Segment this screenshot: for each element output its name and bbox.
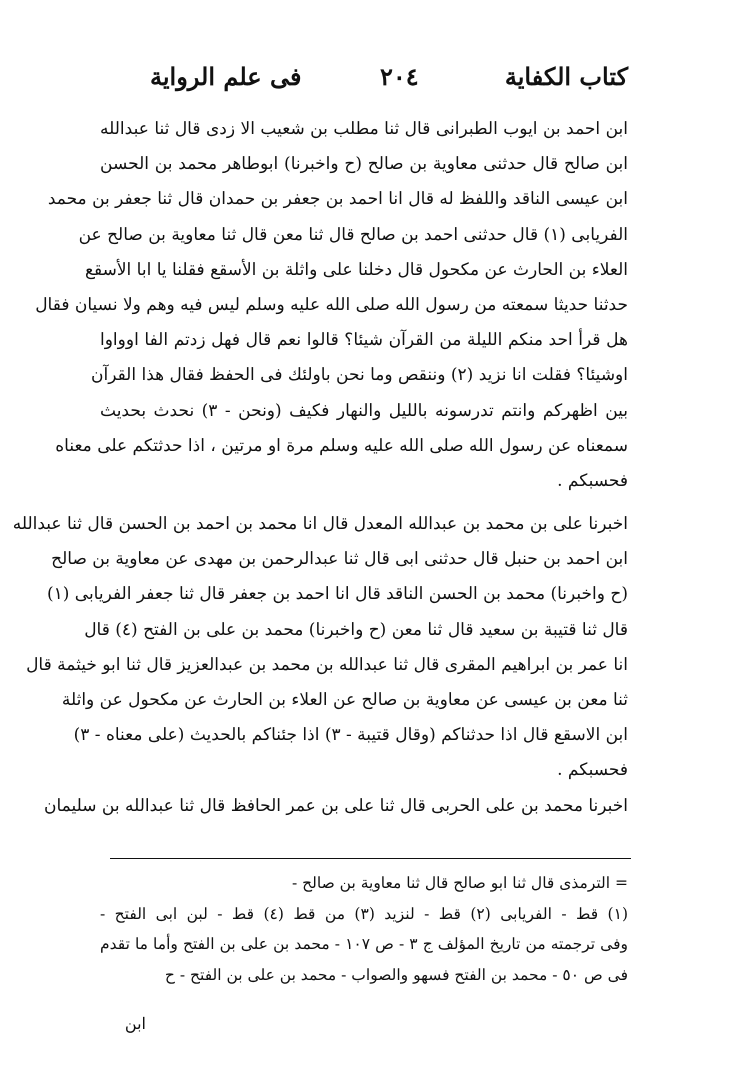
text-line: ثنا معن بن عيسى عن معاوية بن صالح عن العلاء بن الحارث عن مكحول عن واثلة	[61, 690, 628, 710]
text-line: الفريابى (١) قال حدثنى احمد بن صالح قال ثنا معن قال ثنا معاوية بن صالح عن	[78, 224, 628, 245]
text-line: اخبرنا على بن محمد بن عبدالله المعدل قال انا محمد بن احمد بن الحسن قال ثنا عبدالله	[12, 514, 628, 535]
running-header	[150, 62, 628, 102]
text-line: سمعناه عن رسول الله صلى الله عليه وسلم مرة او مرتين ، اذا حدثتكم على معناه	[55, 435, 628, 456]
footnote-divider	[110, 858, 631, 859]
page-number: ٢٠٤	[380, 62, 419, 91]
footnote-line: = الترمذى قال ثنا ابو صالح قال ثنا معاوية بن صالح -	[291, 874, 628, 892]
text-line: اوشيئا؟ فقلت انا نزيد (٢) وننقص وما نحن باولئك فى الحفظ فقال هذا القرآن	[90, 365, 628, 386]
text-line: ابن عيسى الناقد واللفظ له قال انا احمد بن جعفر بن حمدان قال ثنا جعفر بن محمد	[47, 189, 628, 210]
footnotes	[100, 868, 628, 990]
text-line: قال ثنا قتيبة بن سعيد قال ثنا معن (ح واخبرنا) محمد بن على بن الفتح (٤) قال	[84, 619, 628, 640]
paragraph-2	[12, 507, 628, 789]
footnote-line: (١) قط - الفريابى (٢) قط - لنزيد (٣) من قط (٤) قط - لبن ابى الفتح -	[100, 904, 628, 923]
paragraph-1	[35, 112, 629, 499]
text-line: حدثنا حديثا سمعته من رسول الله صلى الله عليه وسلم ليس فيه وهم ولا نسيان فقال	[35, 294, 628, 315]
paragraph-3	[43, 789, 628, 824]
text-line: فحسبكم .	[557, 760, 628, 781]
text-line: (ح واخبرنا) محمد بن الحسن الناقد قال انا احمد بن جعفر قال ثنا جعفر الفريابى (١)	[46, 584, 628, 605]
text-line: فحسبكم .	[557, 470, 628, 491]
text-line: العلاء بن الحارث عن مكحول قال دخلنا على واثلة بن الأسقع فقلنا يا ابا الأسقع	[84, 259, 628, 280]
text-line: ابن الاسقع قال اذا حدثناكم (وقال قتيبة - ٣) اذا جئناكم بالحديث (على معناه - ٣)	[73, 725, 628, 746]
main-text	[12, 112, 629, 824]
footnote-line: فى ص ٥٠ - محمد بن الفتح فسهو والصواب - محمد بن على بن الفتح - ح	[164, 965, 628, 984]
text-line: هل قرأ احد منكم الليلة من القرآن شيئا؟ قالوا نعم قال فهل زدتم الفا اوواوا	[100, 330, 628, 351]
footnote-line: وفى ترجمته من تاريخ المؤلف ج ٣ - ص ١٠٧ - محمد بن على بن الفتح وأما ما تقدم	[100, 935, 628, 953]
text-line: انا عمر بن ابراهيم المقرى قال ثنا عبدالله بن محمد بن عبدالعزيز قال ثنا ابو خيثمة قال	[26, 654, 628, 675]
catchword: ابن	[124, 1014, 146, 1033]
book-title: كتاب الكفاية	[504, 62, 628, 91]
text-line: ابن صالح قال حدثنى معاوية بن صالح (ح واخبرنا) ابوطاهر محمد بن الحسن	[100, 154, 628, 175]
text-line: ابن احمد بن ايوب الطبرانى قال ثنا مطلب بن شعيب الا زدى قال ثنا عبدالله	[100, 119, 628, 139]
text-line: اخبرنا محمد بن على الحربى قال ثنا على بن عمر الحافظ قال ثنا عبدالله بن سليمان	[43, 795, 628, 816]
text-line: بين اظهركم وانتم تدرسونه بالليل والنهار فكيف (ونحن - ٣) نحدث بحديث	[100, 400, 629, 421]
book-subtitle: فى علم الرواية	[150, 62, 302, 91]
text-line: ابن احمد بن حنبل قال حدثنى ابى قال ثنا عبدالرحمن بن مهدى عن معاوية بن صالح	[51, 549, 628, 570]
